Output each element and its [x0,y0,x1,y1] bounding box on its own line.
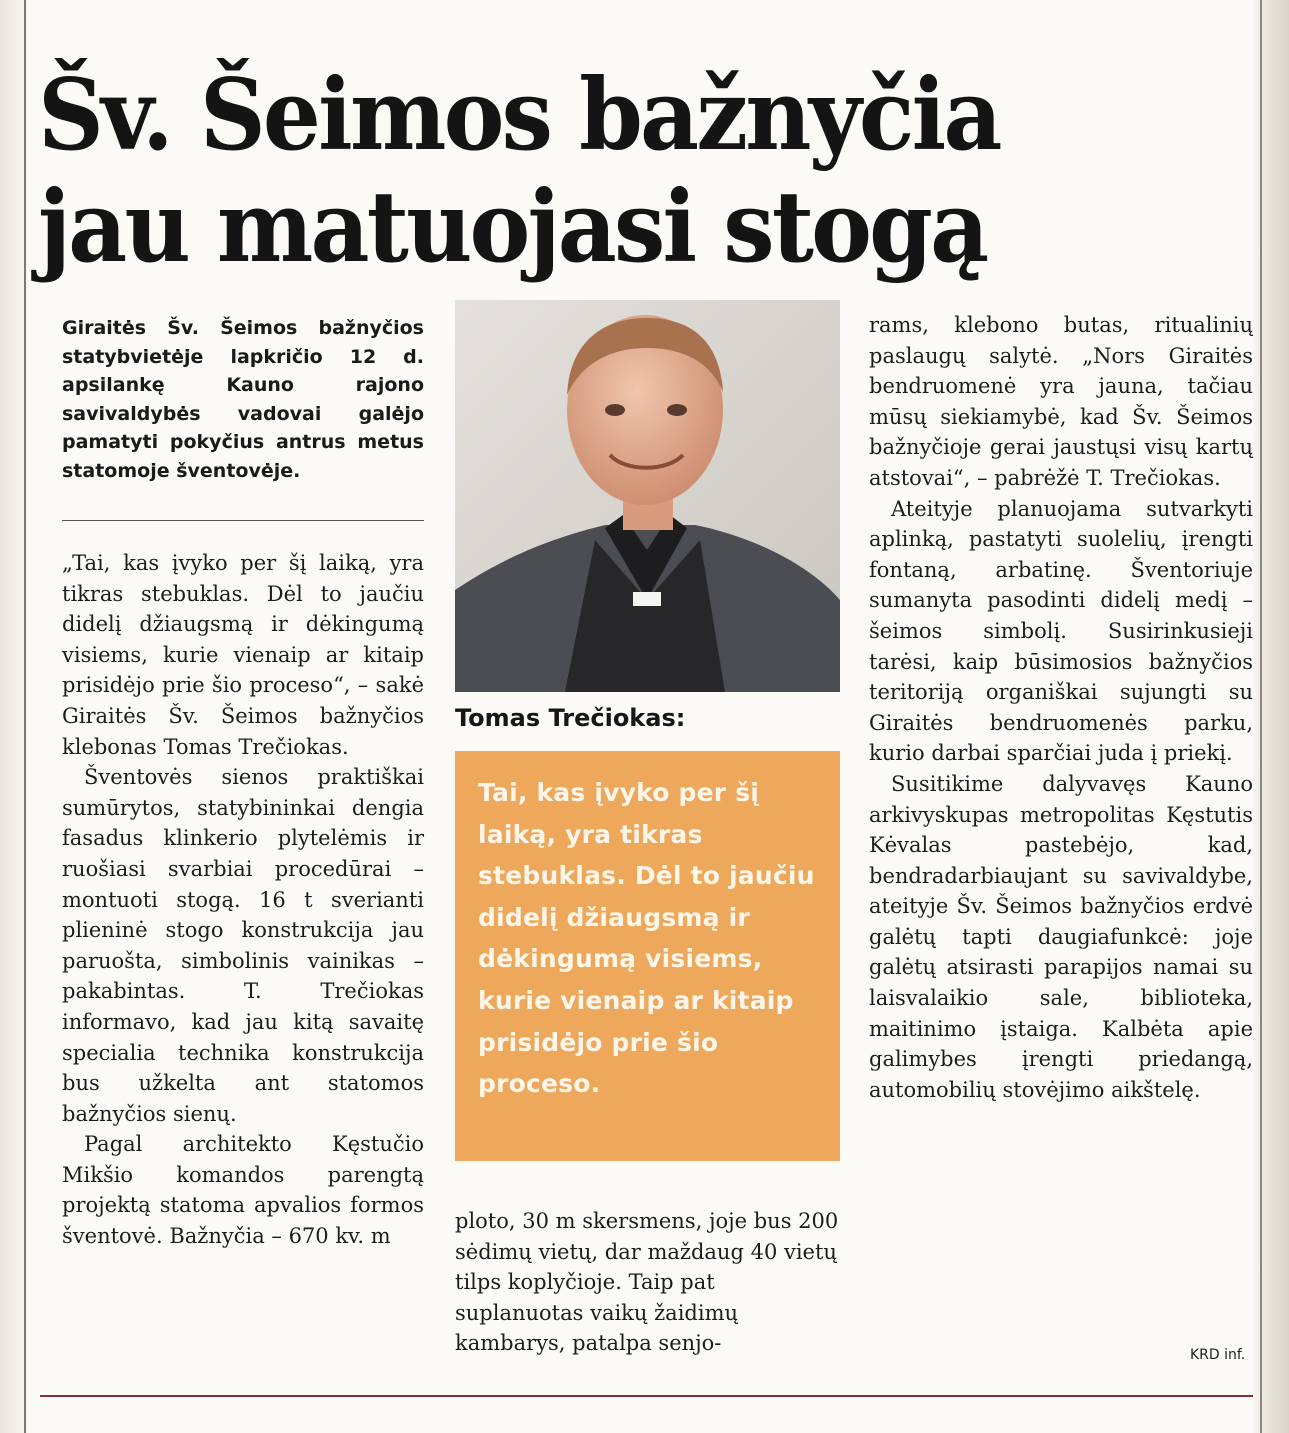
article-headline [38,60,1173,284]
column-2-continuation [455,1206,840,1359]
column-rule-left [24,0,26,1433]
portrait-photo [455,300,840,692]
column-1 [62,548,424,1252]
headline-line-2: jau matuojasi stogą [38,170,987,285]
headline-line-1: Šv. Šeimos bažnyčia [38,58,1000,173]
photo-caption: Tomas Trečiokas: [455,704,686,732]
page-edge-right [1251,0,1289,1433]
column-3 [869,310,1253,1105]
paragraph: Ateityje planuojama sutvarkyti aplinką, pastatyti suolelių, įrengti fontaną, arbatinę. Šventoriuje sumanyta pasodinti didelį medį – šeimos simbolį. Susirinkusieji tarėsi, kaip būsimosios bažnyčios teritoriją organiškai sujungti su Giraitės bendruomenės parku, kurio darbai sparčiai juda į priekį. [869,496,1253,766]
paragraph: rams, klebono butas, ritualinių paslaugų salytė. „Nors Giraitės bendruomenė yra jauna, tačiau mūsų siekiamybė, kad Šv. Šeimos bažnyčioje gerai jaustųsi visų kartų atstovai“, – pabrėžė T. Trečiokas. [869,313,1253,490]
column-rule-right [1260,0,1262,1433]
paragraph: „Tai, kas įvyko per šį laiką, yra tikras stebuklas. Dėl to jaučiu didelį džiaugsmą ir dėkingumą visiems, kurie vienaip ar kitaip prisidėjo prie šio proceso“, – sakė Giraitės Šv. Šeimos bažnyčios klebonas Tomas Trečiokas. [62,551,424,759]
paragraph: ploto, 30 m skersmens, joje bus 200 sėdimų vietų, dar maždaug 40 vietų tilps koplyčioje. Taip pat suplanuotas vaikų žaidimų kambarys, patalpa senjo- [455,1209,839,1356]
bottom-divider [40,1395,1253,1397]
article-credit: KRD inf. [1190,1347,1246,1363]
pull-quote: Tai, kas įvyko per šį laiką, yra tikras stebuklas. Dėl to jaučiu didelį džiaugsmą ir dėkingumą visiems, kurie vienaip ar kitaip prisidėjo prie šio proceso. [478,778,815,1099]
article-lead: Giraitės Šv. Šeimos bažnyčios statybvietėje lapkričio 12 d. apsilankę Kauno rajono savivaldybės vadovai galėjo pamatyti pokyčius antrus metus statomoje šventovėje. [62,317,424,482]
lead-divider [62,520,424,521]
paragraph: Susitikime dalyvavęs Kauno arkivyskupas metropolitas Kęstutis Kėvalas pastebėjo, kad, bendradarbiaujant su savivaldybe, ateityje Šv. Šeimos bažnyčios erdvė galėtų tapti daugiafunkcė: joje galėtų atsirasti parapijos namai su laisvalaikio sale, biblioteka, maitinimo įstaiga. Kalbėta apie galimybes įrengti priedangą, automobilių stovėjimo aikštelę. [869,771,1253,1102]
paragraph: Pagal architekto Kęstučio Mikšio komandos parengtą projektą statoma apvalios formos šventovė. Bažnyčia – 670 kv. m [62,1132,424,1249]
paragraph: Šventovės sienos praktiškai sumūrytos, statybininkai dengia fasadus klinkerio plytelėmis ir ruošiasi svarbiai procedūrai – montuoti stogą. 16 t sverianti plieninė stogo konstrukcija jau paruošta, simbolinis vainikas – pakabintas. T. Trečiokas informavo, kad jau kitą savaitę specialia technika konstrukcija bus užkelta ant statomos bažnyčios sienų. [62,765,424,1126]
